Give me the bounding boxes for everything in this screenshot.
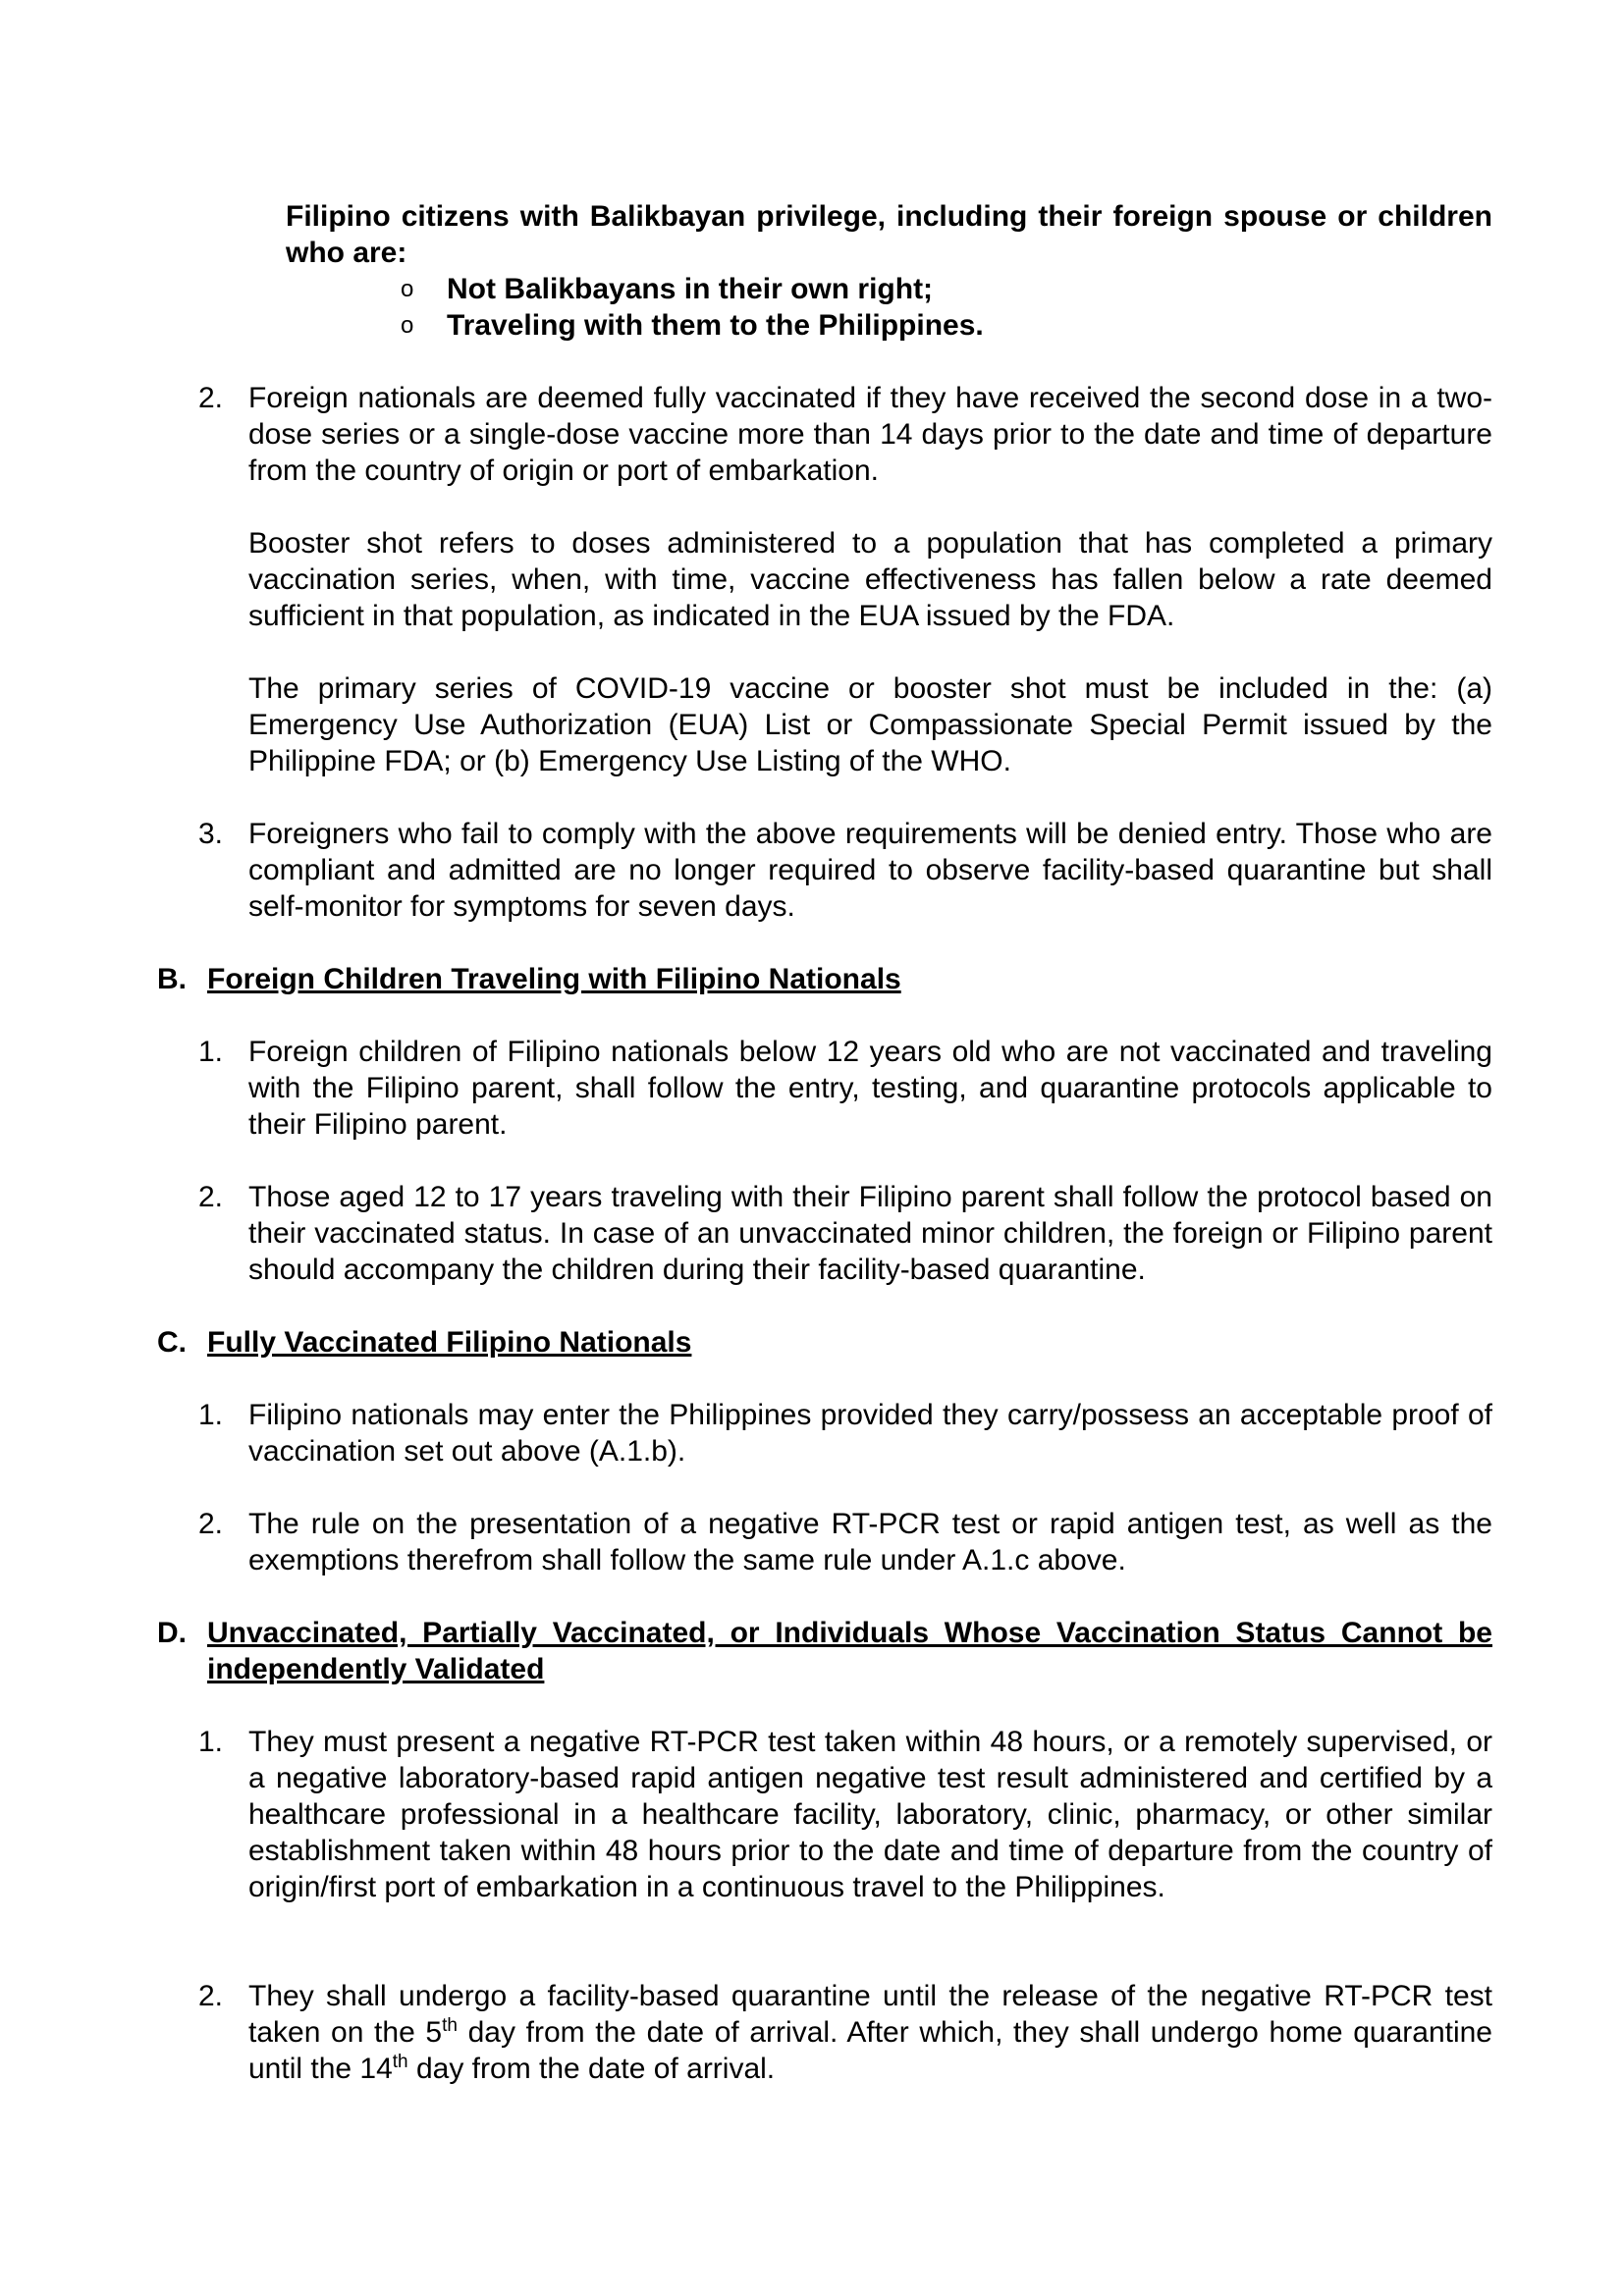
hollow-circle-bullet-icon: o [401, 276, 414, 302]
superscript: th [392, 2052, 408, 2072]
item-number: 2. [198, 1980, 224, 2012]
item-number: 2. [198, 1508, 224, 1540]
item-paragraph: Booster shot refers to doses administered to a population that has completed a primary vaccination series, when, with time, vaccine effectiveness has fallen below a rate deemed sufficient in that population, as indicated in the EUA issued by the FDA. [248, 527, 1492, 632]
intro-bullet-1 [401, 271, 1492, 307]
section-title: Fully Vaccinated Filipino Nationals [207, 1326, 692, 1359]
hollow-circle-bullet-icon: o [401, 312, 414, 339]
section-heading-c [157, 1324, 1492, 1361]
item-paragraph: The primary series of COVID-19 vaccine or booster shot must be included in the: (a) Emergency Use Authorization (EUA) List or Compassionate Special Permit issued by the Philippine FDA; or (b) Emergency Use Listing of the WHO. [248, 672, 1492, 777]
item-number: 1. [198, 1399, 224, 1431]
text-segment: day from the date of arrival. [407, 2053, 776, 2085]
item-paragraph: Foreign nationals are deemed fully vaccinated if they have received the second dose in a two-dose series or a single-dose vaccine more than 14 days prior to the date and time of departure from the country of origin or port of embarkation. [248, 382, 1492, 487]
text-segment: day from the date of arrival. After which, they shall undergo home quarantine until the 14 [248, 2016, 1492, 2085]
intro-paragraph: Filipino citizens with Balikbayan privilege, including their foreign spouse or children who are: [286, 200, 1492, 269]
item-number: 2. [198, 1181, 224, 1213]
item-number: 1. [198, 1726, 224, 1758]
section-title: Foreign Children Traveling with Filipino Nationals [207, 963, 901, 995]
superscript: th [442, 2015, 458, 2036]
item-paragraph: Filipino nationals may enter the Philippines provided they carry/possess an acceptable proof of vaccination set out above (A.1.b). [248, 1399, 1492, 1468]
text-segment: They shall undergo a facility-based quarantine until the release of the negative RT-PCR test taken on the 5 [248, 1980, 1492, 2049]
section-title: Unvaccinated, Partially Vaccinated, or Individuals Whose Vaccination Status Cannot be independently Validated [207, 1617, 1492, 1685]
intro-bullet-text: Traveling with them to the Philippines. [447, 309, 984, 342]
item-paragraph: Those aged 12 to 17 years traveling with their Filipino parent shall follow the protocol based on their vaccinated status. In case of an unvaccinated minor children, the foreign or Filipino parent should accompany the children during their facility-based quarantine. [248, 1181, 1492, 1286]
section-letter: B. [157, 963, 187, 995]
item-number: 3. [198, 818, 224, 850]
item-paragraph: They must present a negative RT-PCR test taken within 48 hours, or a remotely supervised, or a negative laboratory-based rapid antigen negative test result administered and certified by a healthcare professional in a healthcare facility, laboratory, clinic, pharmacy, or other similar establishment taken within 48 hours prior to the date and time of departure from the country of origin/first port of embarkation in a continuous travel to the Philippines. [248, 1726, 1492, 1903]
section-heading-b [157, 961, 1492, 997]
item-paragraph [248, 1978, 1492, 2087]
item-paragraph: Foreign children of Filipino nationals below 12 years old who are not vaccinated and traveling with the Filipino parent, shall follow the entry, testing, and quarantine protocols applicable to their Filipino parent. [248, 1036, 1492, 1141]
intro-bullet-text: Not Balikbayans in their own right; [447, 273, 934, 305]
section-letter: D. [157, 1617, 187, 1649]
item-paragraph: The rule on the presentation of a negative RT-PCR test or rapid antigen test, as well as the exemptions therefrom shall follow the same rule under A.1.c above. [248, 1508, 1492, 1576]
section-letter: C. [157, 1326, 187, 1359]
intro-bullet-2 [401, 307, 1492, 344]
section-heading-d [157, 1615, 1492, 1687]
item-number: 2. [198, 382, 224, 414]
item-number: 1. [198, 1036, 224, 1068]
item-paragraph: Foreigners who fail to comply with the above requirements will be denied entry. Those who are compliant and admitted are no longer required to observe facility-based quarantine but shall self-monitor for symptoms for seven days. [248, 818, 1492, 923]
